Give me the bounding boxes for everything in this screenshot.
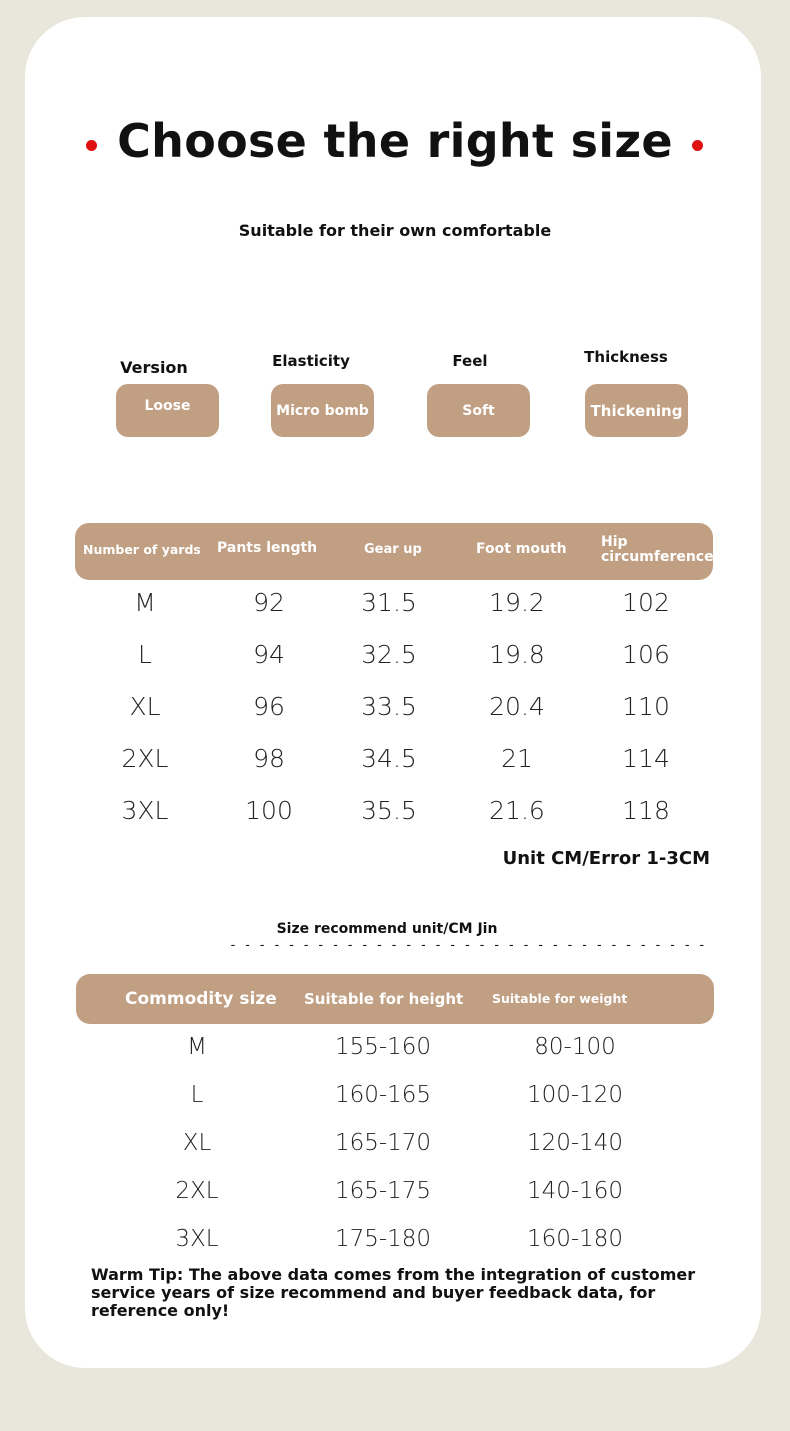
cell-pants-length: 94 xyxy=(253,640,285,669)
attr-label-version: Version xyxy=(120,358,188,377)
cell-weight: 160-180 xyxy=(526,1226,624,1252)
cell-hip: 118 xyxy=(622,796,670,825)
cell-size: XL xyxy=(182,1130,212,1156)
attr-pill-thickness: Thickening xyxy=(585,384,688,437)
cell-gear-up: 34.5 xyxy=(361,744,417,773)
cell-hip: 106 xyxy=(622,640,670,669)
cell-foot-mouth: 19.8 xyxy=(489,640,545,669)
page-subtitle: Suitable for their own comfortable xyxy=(238,221,552,240)
size-header-pants-length: Pants length xyxy=(217,540,318,556)
cell-size: 3XL xyxy=(175,1226,219,1252)
cell-pants-length: 100 xyxy=(245,796,293,825)
attr-pill-version: Loose xyxy=(116,384,219,437)
cell-size: 3XL xyxy=(121,796,169,825)
cell-height: 160-165 xyxy=(334,1082,432,1108)
cell-gear-up: 31.5 xyxy=(361,588,417,617)
cell-height: 175-180 xyxy=(334,1226,432,1252)
cell-weight: 80-100 xyxy=(534,1034,616,1060)
cell-size: 2XL xyxy=(175,1178,219,1204)
cell-size: M xyxy=(187,1034,207,1060)
recommend-divider: - - - - - - - - - - - - - - - - - - - - - - - - - - - - - - - - - xyxy=(229,938,706,953)
attr-label-feel: Feel xyxy=(452,352,488,370)
cell-size: 2XL xyxy=(121,744,169,773)
cell-height: 165-175 xyxy=(334,1178,432,1204)
unit-note: Unit CM/Error 1-3CM xyxy=(502,848,710,869)
size-header-hip: Hip circumference xyxy=(601,534,714,565)
cell-height: 165-170 xyxy=(334,1130,432,1156)
cell-foot-mouth: 21.6 xyxy=(489,796,545,825)
recommend-header-weight: Suitable for weight xyxy=(492,991,628,1006)
cell-weight: 100-120 xyxy=(526,1082,624,1108)
cell-pants-length: 98 xyxy=(253,744,285,773)
cell-size: L xyxy=(138,640,152,669)
cell-height: 155-160 xyxy=(334,1034,432,1060)
cell-weight: 120-140 xyxy=(526,1130,624,1156)
cell-foot-mouth: 20.4 xyxy=(489,692,545,721)
cell-pants-length: 96 xyxy=(253,692,285,721)
recommend-header-height: Suitable for height xyxy=(304,990,464,1008)
cell-size: L xyxy=(190,1082,204,1108)
recommend-table-header xyxy=(76,974,714,1024)
recommend-header-size: Commodity size xyxy=(125,989,277,1009)
cell-size: M xyxy=(134,588,156,617)
cell-gear-up: 32.5 xyxy=(361,640,417,669)
page-title: Choose the right size xyxy=(117,114,673,168)
recommend-title: Size recommend unit/CM Jin xyxy=(276,921,498,937)
cell-pants-length: 92 xyxy=(253,588,285,617)
size-table-header xyxy=(75,523,713,580)
cell-foot-mouth: 21 xyxy=(501,744,533,773)
cell-hip: 114 xyxy=(622,744,670,773)
cell-hip: 110 xyxy=(622,692,670,721)
cell-gear-up: 33.5 xyxy=(361,692,417,721)
attr-pill-feel: Soft xyxy=(427,384,530,437)
warm-tip: Warm Tip: The above data comes from the integration of customer service years of size recommend and buyer feedback data, for reference only! xyxy=(91,1265,696,1320)
attr-pill-elasticity: Micro bomb xyxy=(271,384,374,437)
cell-foot-mouth: 19.2 xyxy=(489,588,545,617)
cell-gear-up: 35.5 xyxy=(361,796,417,825)
attr-label-elasticity: Elasticity xyxy=(272,352,350,370)
cell-size: XL xyxy=(129,692,161,721)
cell-weight: 140-160 xyxy=(526,1178,624,1204)
size-header-yards: Number of yards xyxy=(83,542,201,557)
size-header-gear-up: Gear up xyxy=(364,542,422,557)
cell-hip: 102 xyxy=(622,588,670,617)
size-header-foot-mouth: Foot mouth xyxy=(476,541,567,557)
attr-label-thickness: Thickness xyxy=(584,348,668,366)
